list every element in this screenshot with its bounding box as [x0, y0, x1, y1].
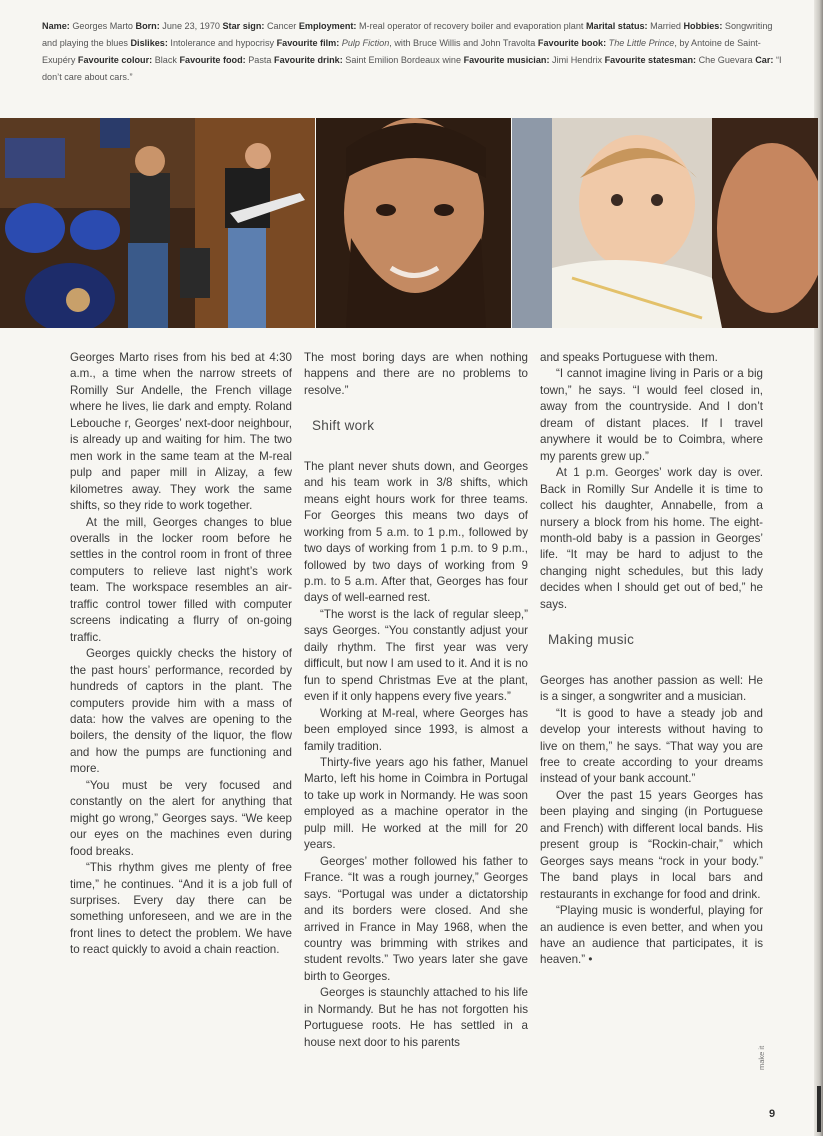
paragraph: “It is good to have a steady job and develop your interests without having to live on them,” he says. “That way you are free to create according to your dreams instead of your bank account.” [540, 706, 763, 786]
paragraph: “This rhythm gives me plenty of free time,” he continues. “And it is a job full of surprises. Every day there can be something unforeseen, and we are in the front lines to detect the problem. We have to react quickly to avoid a chain reaction. [70, 861, 292, 957]
band-photo [0, 118, 315, 328]
paragraph: “Playing music is wonderful, playing for an audience is even better, and when you have an audience that participates, it is heaven.” • [540, 904, 763, 967]
section-heading-making-music: Making music [548, 632, 635, 648]
paragraph: and speaks Portuguese with them. [540, 351, 718, 364]
paragraph: The plant never shuts down, and Georges and his team work in 3/8 shifts, which means eight hours work for three teams. For Georges this means two days of working from 5 a.m. to 1 p.m., followed by two days of working from 1 p.m. to 9 p.m., followed by two days of working from 9 p.m. to 5 a.m. After that, Georges has four days of well-earned rest. [304, 459, 528, 605]
paragraph: Georges Marto rises from his bed at 4:30 a.m., a time when the narrow streets of Romilly Sur Andelle, the French village where he lives, lie dark and empty. Roland Lebouche r, Georges’ next-door neighbour, is already up and waiting for him. The two men work in the same team at the M-real pulp and paper mill in Alizay, a few kilometres away. They work the same shifts, so they ride to work together. [70, 351, 292, 513]
paragraph: Thirty-five years ago his father, Manuel Marto, left his home in Coimbra in Portugal to take up work in Normandy. He was soon employed as a machine operator in the pulp mill. He worked at the mill for 20 years. [304, 755, 528, 852]
paragraph: Georges has another passion as well: He is a singer, a songwriter and a musician. [540, 673, 763, 704]
article-column-2 [304, 350, 528, 1051]
photo-strip [0, 118, 818, 328]
profile-box: Name: Georges Marto Born: June 23, 1970 Star sign: Cancer Employment: M-real operator of recovery boiler and evaporation plant Marital status: Married Hobbies: Songwriting and playing the blues Dislikes: Intolerance and hypocrisy Favourite film: Pulp Fiction, with Bruce Willis and John Travolta Favourite book: The Little Prince, by Antoine de Saint-Exupéry Favourite colour: Black Favourite food: Pasta Favourite drink: Saint Emilion Bordeaux wine Favourite musician: Jimi Hendrix Favourite statesman: Che Guevara Car: “I don’t care about cars.” [42, 21, 782, 82]
article-column-1 [70, 350, 292, 959]
paragraph: Georges quickly checks the history of the past hours’ performance, recorded by hundreds of captors in the plant. The computers provide him with a mass of data: how the valves are opening to the boilers, the density of the liquor, the flow and how the pumps are functioning and more. [70, 647, 292, 776]
paragraph: Georges is staunchly attached to his life in Normandy. But he has not forgotten his Portuguese roots. He has settled in a house next door to his parents [304, 986, 528, 1049]
page-number: 9 [769, 1108, 776, 1120]
portrait-photo [316, 118, 511, 328]
paragraph: At 1 p.m. Georges’ work day is over. Back in Romilly Sur Andelle it is time to collect his daughter, Annabelle, from a nursery a block from his home. The eight-month-old baby is a passion in Georges’ life. “It may be hard to adjust to the changing night schedules, but this lady decides when I should get out of bed,” he says. [540, 466, 763, 611]
paragraph: Georges’ mother followed his father to France. “It was a rough journey,” Georges says. “Portugal was under a dictatorship and its borders were closed. And she arrived in France in May 1968, when the country was brimming with strikes and student revolts.” Two years later she gave birth to Georges. [304, 854, 528, 983]
section-heading-shift-work: Shift work [312, 418, 375, 434]
binding-shadow [817, 1086, 821, 1132]
paragraph: “You must be very focused and constantly on the alert for anything that might go wrong,” Georges says. “We keep our eyes on the machines even during food breaks. [70, 778, 292, 858]
paragraph: “The worst is the lack of regular sleep,” says Georges. “You constantly adjust your daily rhythm. The first year was very difficult, but now I am used to it. And it is no fun to spend Christmas Eve at the plant, even if it only happens every five years.” [304, 607, 528, 704]
paragraph: Over the past 15 years Georges has been playing and singing (in Portuguese and French) with different local bands. His present group is “Rockin-chair,” which Georges says means “rock in your body.” The band plays in local bars and restaurants in exchange for food and drink. [540, 788, 763, 901]
article-column-3 [540, 350, 763, 969]
paragraph: At the mill, Georges changes to blue overalls in the locker room before he settles in the control room in front of three computers to relieve last night’s work team. The workspace resembles an air-traffic control tower filled with computer screens indicating a flurry of on-going traffic. [70, 515, 292, 644]
magazine-name: make it [757, 1045, 766, 1070]
paragraph: “I cannot imagine living in Paris or a big town,” he says. “I would feel closed in, away from the countryside. And I don’t dream of distant places. If I travel anywhere it would be to Coimbra, where my parents grew up.” [540, 367, 763, 463]
baby-photo [512, 118, 818, 328]
paragraph: Working at M-real, where Georges has been employed since 1993, is almost a family tradition. [304, 706, 528, 753]
paragraph: The most boring days are when nothing happens and there are no problems to resolve.” [304, 351, 528, 397]
